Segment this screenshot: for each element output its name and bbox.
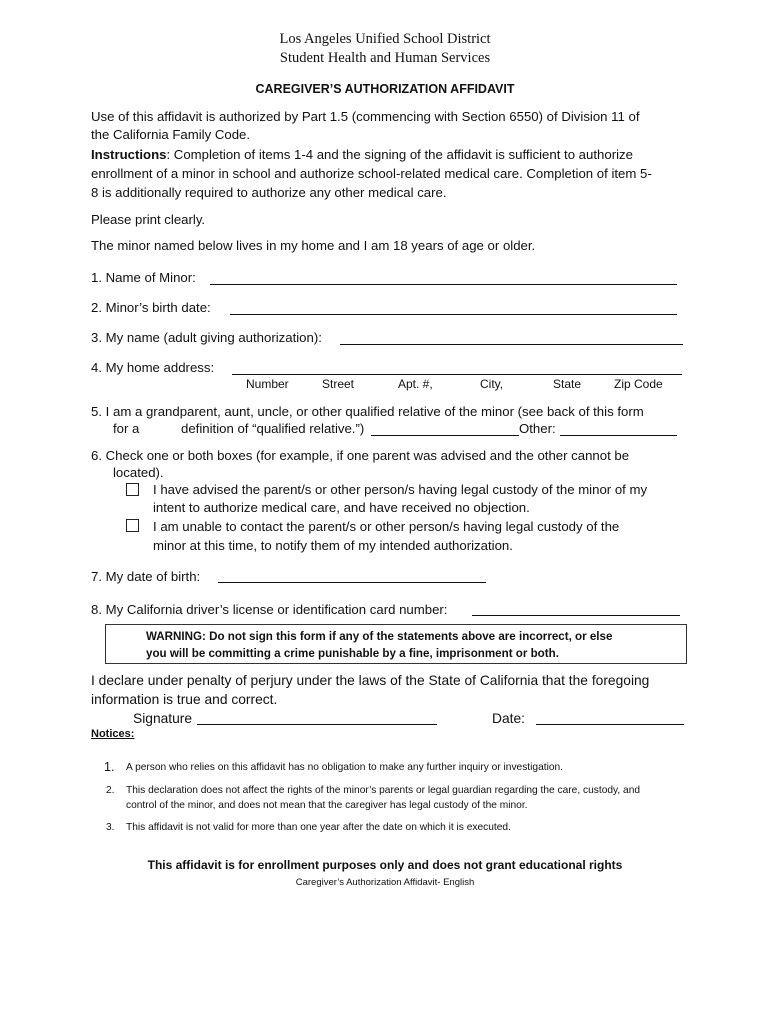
caregiver-birth-date-field[interactable] [218, 582, 486, 583]
item-5-other-label: Other: [519, 421, 556, 436]
instructions-label: Instructions [91, 147, 167, 162]
warning-box [105, 624, 687, 664]
notice-2-line-2: control of the minor, and does not mean that the caregiver has legal custody of the minor. [126, 800, 528, 811]
notice-1-number: 1. [104, 760, 115, 774]
address-zip-label: Zip Code [614, 377, 663, 391]
address-city-label: City, [480, 377, 504, 391]
notices-heading: Notices: [91, 728, 135, 740]
qualified-relative-field[interactable] [371, 435, 519, 436]
print-clearly: Please print clearly. [91, 212, 206, 227]
warning-line-1: WARNING: Do not sign this form if any of the statements above are incorrect, or else [146, 630, 613, 643]
item-5-line-1: 5. I am a grandparent, aunt, uncle, or other qualified relative of the minor (see back of this form [91, 404, 644, 419]
caregiver-name-field[interactable] [340, 344, 683, 345]
intro-line-1: Use of this affidavit is authorized by Part 1.5 (commencing with Section 6550) of Division 11 of [91, 109, 640, 124]
notice-1-text: A person who relies on this affidavit has no obligation to make any further inquiry or investigation. [126, 762, 563, 773]
enrollment-disclaimer: This affidavit is for enrollment purposes only and does not grant educational rights [147, 858, 623, 872]
other-relationship-field[interactable] [560, 435, 677, 436]
check-2-line-1: I am unable to contact the parent/s or other person/s having legal custody of the [153, 519, 620, 534]
item-3-label: 3. My name (adult giving authorization): [91, 330, 322, 345]
advised-parent-checkbox[interactable] [126, 483, 139, 496]
item-5-definition: definition of “qualified relative.”) [181, 421, 365, 436]
item-8-label: 8. My California driver’s license or identification card number: [91, 602, 448, 617]
home-address-field[interactable] [232, 374, 682, 375]
minor-birth-date-field[interactable] [230, 314, 677, 315]
license-number-field[interactable] [472, 615, 680, 616]
address-number-label: Number [246, 377, 289, 391]
notice-2-line-1: This declaration does not affect the rights of the minor’s parents or legal guardian regarding the care, custody, and [126, 785, 641, 796]
signature-field[interactable] [197, 724, 437, 725]
item-6-line-1: 6. Check one or both boxes (for example, if one parent was advised and the other cannot be [91, 448, 630, 463]
signature-date-field[interactable] [536, 724, 684, 725]
district-name: Los Angeles Unified School District [279, 31, 491, 47]
department-name: Student Health and Human Services [279, 50, 491, 66]
signature-label: Signature [133, 711, 193, 726]
warning-line-2: you will be committing a crime punishable by a fine, imprisonment or both. [146, 647, 559, 660]
instructions-line-3: 8 is additionally required to authorize any other medical care. [91, 185, 447, 200]
address-state-label: State [553, 377, 582, 391]
form-title: CAREGIVER’S AUTHORIZATION AFFIDAVIT [255, 82, 515, 96]
date-label: Date: [492, 711, 525, 726]
notice-3-number: 3. [106, 822, 115, 833]
declaration-line-1: I declare under penalty of perjury under the laws of the State of California that the foregoing [91, 673, 650, 688]
unable-contact-checkbox[interactable] [126, 519, 139, 532]
item-2-label: 2. Minor’s birth date: [91, 300, 211, 315]
instructions-text: : Completion of items 1-4 and the signing of the affidavit is sufficient to authorize [166, 147, 633, 162]
check-2-line-2: minor at this time, to notify them of my intended authorization. [153, 538, 513, 553]
item-6-line-2: located). [113, 465, 164, 480]
instructions-line-1 [91, 147, 633, 162]
check-1-line-1: I have advised the parent/s or other person/s having legal custody of the minor of my [153, 482, 648, 497]
minor-name-field[interactable] [210, 284, 677, 285]
address-street-label: Street [322, 377, 355, 391]
notice-3-text: This affidavit is not valid for more than one year after the date on which it is executed. [126, 822, 511, 833]
item-7-label: 7. My date of birth: [91, 569, 201, 584]
item-1-label: 1. Name of Minor: [91, 270, 196, 285]
instructions-line-2: enrollment of a minor in school and authorize school-related medical care. Completion of item 5- [91, 166, 652, 181]
declaration-line-2: information is true and correct. [91, 692, 278, 707]
intro-line-2: the California Family Code. [91, 127, 251, 142]
check-1-line-2: intent to authorize medical care, and have received no objection. [153, 500, 530, 515]
minor-statement: The minor named below lives in my home and I am 18 years of age or older. [91, 238, 536, 253]
form-name-footer: Caregiver’s Authorization Affidavit- English [295, 877, 475, 888]
item-5-for-a: for a [113, 421, 140, 436]
item-4-label: 4. My home address: [91, 360, 215, 375]
address-apt-label: Apt. #, [398, 377, 433, 391]
notice-2-number: 2. [106, 785, 115, 796]
